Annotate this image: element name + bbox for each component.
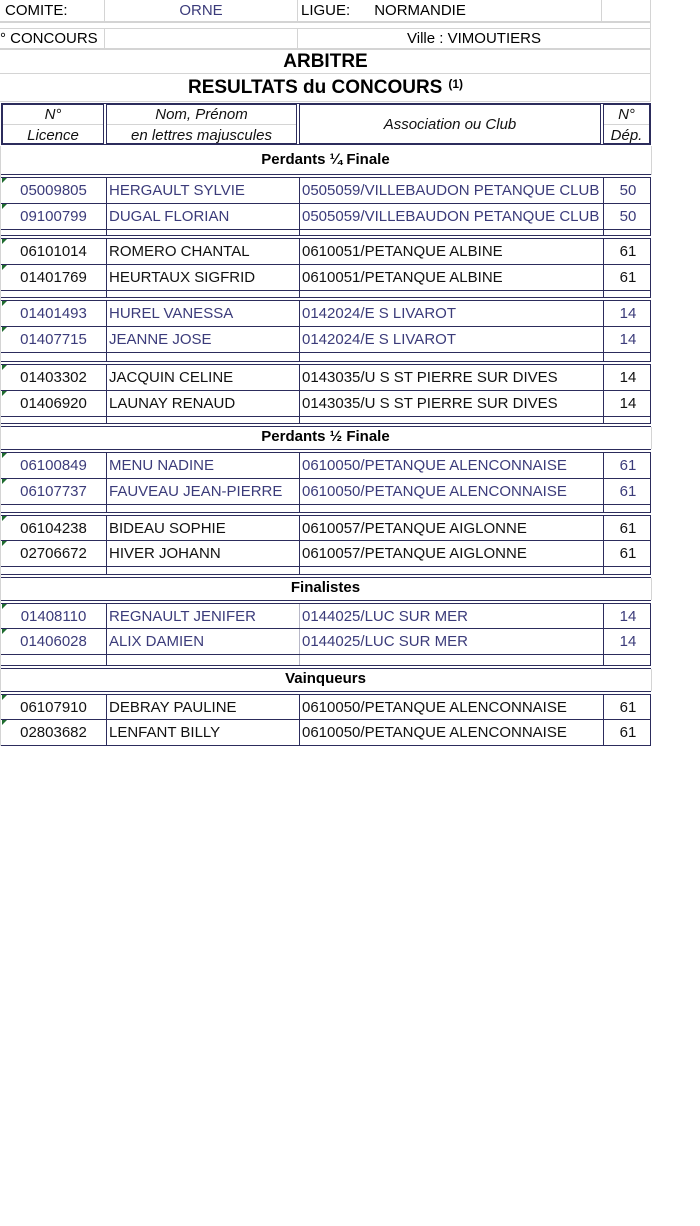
dep-cell[interactable]: 61: [603, 516, 652, 540]
table-row[interactable]: [0, 604, 651, 629]
dep-cell[interactable]: 14: [603, 391, 652, 416]
licence-cell[interactable]: 01408110: [20, 607, 87, 625]
licence-cell[interactable]: 09100799: [20, 208, 87, 225]
empty-cell: [602, 0, 651, 22]
licence-cell[interactable]: 01407715: [20, 331, 87, 348]
table-row[interactable]: [0, 479, 651, 505]
club-cell[interactable]: 0610057/PETANQUE AIGLONNE: [299, 541, 603, 566]
club-cell[interactable]: 0143035/U S ST PIERRE SUR DIVES: [299, 365, 603, 390]
section-title-winners: Vainqueurs: [0, 669, 652, 691]
licence-cell[interactable]: 06104238: [20, 519, 87, 537]
title-text: RESULTATS du CONCOURS: [187, 77, 443, 98]
comite-row: [0, 0, 651, 23]
col-nom-l1: Nom, Prénom: [155, 106, 248, 123]
dep-cell[interactable]: 50: [603, 178, 652, 203]
club-cell[interactable]: 0610050/PETANQUE ALENCONNAISE: [299, 720, 603, 745]
concours-value[interactable]: [105, 29, 298, 49]
licence-cell[interactable]: 01401493: [20, 305, 87, 322]
table-row[interactable]: [0, 720, 651, 746]
club-cell[interactable]: 0610050/PETANQUE ALENCONNAISE: [299, 479, 603, 504]
comite-label: COMITE:: [0, 0, 105, 22]
name-cell[interactable]: DUGAL FLORIAN: [106, 204, 299, 229]
name-cell[interactable]: FAUVEAU JEAN-PIERRE: [106, 479, 299, 504]
dep-cell[interactable]: 61: [603, 541, 652, 566]
table-row[interactable]: [0, 629, 651, 655]
licence-cell[interactable]: 01403302: [20, 369, 87, 386]
title-note: (1): [448, 76, 464, 91]
club-cell[interactable]: 0144025/LUC SUR MER: [299, 604, 603, 628]
club-cell[interactable]: 0142024/E S LIVAROT: [299, 327, 603, 352]
left-gridline: [0, 146, 1, 746]
licence-cell[interactable]: 06100849: [20, 457, 87, 474]
dep-cell[interactable]: 61: [603, 479, 652, 504]
licence-cell[interactable]: 01406920: [20, 395, 87, 412]
dep-cell[interactable]: 14: [603, 604, 652, 628]
section-title-finalists: Finalistes: [0, 578, 652, 600]
dep-cell[interactable]: 61: [603, 265, 652, 290]
name-cell[interactable]: BIDEAU SOPHIE: [106, 516, 299, 540]
club-cell[interactable]: 0610051/PETANQUE ALBINE: [299, 265, 603, 290]
name-cell[interactable]: HIVER JOHANN: [106, 541, 299, 566]
dep-cell[interactable]: 50: [603, 204, 652, 229]
name-cell[interactable]: LAUNAY RENAUD: [106, 391, 299, 416]
comite-value[interactable]: ORNE: [105, 0, 298, 22]
licence-cell[interactable]: 06101014: [20, 243, 87, 260]
table-row[interactable]: [0, 541, 651, 567]
club-cell[interactable]: 0610050/PETANQUE ALENCONNAISE: [299, 453, 603, 478]
dep-cell[interactable]: 14: [603, 327, 652, 352]
table-row[interactable]: [0, 391, 651, 417]
club-cell[interactable]: 0142024/E S LIVAROT: [299, 301, 603, 326]
table-row[interactable]: [0, 265, 651, 291]
arbitre-heading: ARBITRE: [283, 51, 368, 72]
licence-cell[interactable]: 02803682: [20, 724, 87, 741]
name-cell[interactable]: HEURTAUX SIGFRID: [106, 265, 299, 290]
col-licence-l2: Licence: [27, 127, 79, 144]
table-row[interactable]: [0, 695, 651, 720]
club-cell[interactable]: 0144025/LUC SUR MER: [299, 629, 603, 654]
dep-cell[interactable]: 14: [603, 629, 652, 654]
name-cell[interactable]: LENFANT BILLY: [106, 720, 299, 745]
dep-cell[interactable]: 14: [603, 365, 652, 390]
name-cell[interactable]: ROMERO CHANTAL: [106, 239, 299, 264]
concours-row: [0, 29, 651, 50]
name-cell[interactable]: REGNAULT JENIFER: [106, 604, 299, 628]
name-cell[interactable]: HUREL VANESSA: [106, 301, 299, 326]
ligue-label: LIGUE:: [301, 2, 351, 19]
name-cell[interactable]: HERGAULT SYLVIE: [106, 178, 299, 203]
col-dep-l2: Dép.: [610, 127, 643, 144]
club-cell[interactable]: 0505059/VILLEBAUDON PETANQUE CLUB: [299, 204, 603, 229]
table-row[interactable]: [0, 204, 651, 230]
page-title: [0, 74, 651, 101]
dep-cell[interactable]: 61: [603, 239, 652, 264]
club-cell[interactable]: 0505059/VILLEBAUDON PETANQUE CLUB: [299, 178, 603, 203]
ville-label[interactable]: Ville : VIMOUTIERS: [298, 29, 651, 49]
dep-cell[interactable]: 14: [603, 301, 652, 326]
ligue-cell: [298, 0, 602, 22]
table-row[interactable]: [0, 327, 651, 353]
col-nom-l2: en lettres majuscules: [131, 127, 272, 144]
dep-cell[interactable]: 61: [603, 695, 652, 719]
table-row[interactable]: [0, 301, 651, 327]
licence-cell[interactable]: 05009805: [20, 182, 87, 199]
licence-cell[interactable]: 06107910: [20, 698, 87, 716]
arbitre-row: [0, 50, 651, 74]
col-licence-l1: N°: [44, 106, 62, 123]
club-cell[interactable]: 0610057/PETANQUE AIGLONNE: [299, 516, 603, 540]
licence-cell[interactable]: 01406028: [20, 633, 87, 650]
name-cell[interactable]: MENU NADINE: [106, 453, 299, 478]
table-row[interactable]: [0, 516, 651, 541]
col-club: Association ou Club: [383, 116, 517, 133]
dep-cell[interactable]: 61: [603, 720, 652, 745]
concours-label: ° CONCOURS: [0, 29, 105, 49]
name-cell[interactable]: ALIX DAMIEN: [106, 629, 299, 654]
col-dep-l1: N°: [618, 106, 635, 123]
name-cell[interactable]: JEANNE JOSE: [106, 327, 299, 352]
section-title-semi: Perdants ½ Finale: [0, 427, 652, 449]
title-row: [0, 74, 651, 102]
table-row[interactable]: [0, 239, 651, 265]
table-row[interactable]: [0, 178, 651, 204]
name-cell[interactable]: JACQUIN CELINE: [106, 365, 299, 390]
licence-cell[interactable]: 06107737: [20, 483, 87, 500]
table-row[interactable]: [0, 453, 651, 479]
licence-cell[interactable]: 01401769: [20, 269, 87, 286]
section-title-quarter: Perdants ¼ Finale: [0, 146, 652, 175]
name-cell[interactable]: DEBRAY PAULINE: [106, 695, 299, 719]
dep-cell[interactable]: 61: [603, 453, 652, 478]
club-cell[interactable]: 0610051/PETANQUE ALBINE: [299, 239, 603, 264]
table-row[interactable]: [0, 365, 651, 391]
licence-cell[interactable]: 02706672: [20, 545, 87, 562]
club-cell[interactable]: 0143035/U S ST PIERRE SUR DIVES: [299, 391, 603, 416]
club-cell[interactable]: 0610050/PETANQUE ALENCONNAISE: [299, 695, 603, 719]
ligue-value[interactable]: NORMANDIE: [374, 2, 466, 19]
